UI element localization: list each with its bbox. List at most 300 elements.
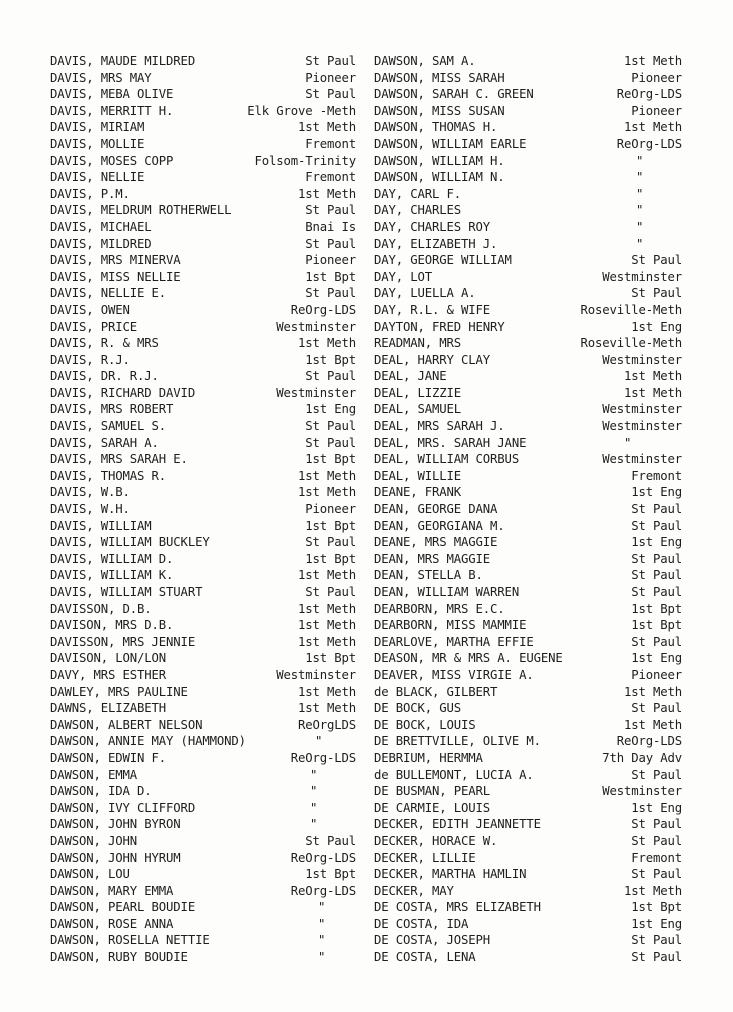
ditto-mark: " <box>636 236 644 251</box>
entry-name: DAVIS, W.H. <box>50 502 130 517</box>
ditto-mark: " <box>636 203 644 218</box>
entry-church: 1st Meth <box>623 684 682 699</box>
entry-name: DECKER, LILLIE <box>374 850 476 865</box>
entry-church: 1st Meth <box>623 120 682 135</box>
entry-name: DAYTON, FRED HENRY <box>374 319 505 334</box>
entry-name: DAY, R.L. & WIFE <box>374 302 491 317</box>
entry-name: DAVIS, RICHARD DAVID <box>50 385 196 400</box>
directory-entry <box>50 916 356 933</box>
entry-name: DAVIS, MEBA OLIVE <box>50 87 174 102</box>
directory-entry <box>50 866 356 883</box>
entry-church: Pioneer <box>305 253 356 268</box>
directory-entry <box>50 617 356 634</box>
directory-entry <box>374 617 682 634</box>
entry-name: DAY, ELIZABETH J. <box>374 236 498 251</box>
directory-entry <box>374 86 682 103</box>
entry-church: ReOrg-LDS <box>290 302 356 317</box>
directory-entry <box>374 783 682 800</box>
directory-entry <box>374 103 682 120</box>
directory-entry <box>50 119 356 136</box>
entry-name: DAVIS, MAUDE MILDRED <box>50 54 196 68</box>
directory-entry <box>50 750 356 767</box>
directory-entry <box>374 53 682 70</box>
entry-church: ReOrg-LDS <box>290 750 356 765</box>
entry-name: DE CARMIE, LOUIS <box>374 800 491 815</box>
entry-church: Westminster <box>602 402 682 417</box>
directory-entry <box>50 783 356 800</box>
entry-name: DAWSON, ALBERT NELSON <box>50 717 203 732</box>
entry-name: DEAN, MRS MAGGIE <box>374 551 491 566</box>
entry-church: Fremont <box>631 850 682 865</box>
entry-church: Pioneer <box>631 667 682 682</box>
directory-entry <box>50 767 356 784</box>
entry-name: DAWLEY, MRS PAULINE <box>50 684 188 699</box>
directory-entry <box>50 368 356 385</box>
entry-name: DAVIS, MRS MAY <box>50 70 152 85</box>
directory-entry <box>50 335 356 352</box>
directory-entry <box>374 650 682 667</box>
entry-church: Pioneer <box>305 502 356 517</box>
entry-name: DAVIS, PRICE <box>50 319 138 334</box>
directory-entry <box>374 153 682 170</box>
directory-entry <box>374 899 682 916</box>
ditto-mark: " <box>636 170 644 185</box>
entry-name: DAVIS, MISS NELLIE <box>50 269 181 284</box>
directory-entry <box>374 767 682 784</box>
entry-church: 1st Meth <box>623 385 682 400</box>
entry-church: St Paul <box>305 54 356 68</box>
entry-name: DAWSON, SARAH C. GREEN <box>374 87 534 102</box>
entry-name: DEBRIUM, HERMMA <box>374 750 483 765</box>
entry-church: St Paul <box>631 833 682 848</box>
entry-name: DAVIS, MERRITT H. <box>50 103 174 118</box>
entry-name: DEAL, LIZZIE <box>374 385 462 400</box>
directory-entry <box>50 551 356 568</box>
entry-church: St Paul <box>305 369 356 384</box>
directory-entry <box>50 236 356 253</box>
directory-entry <box>374 368 682 385</box>
entry-church: 1st Eng <box>631 916 682 931</box>
entry-name: DAVISSON, D.B. <box>50 601 152 616</box>
entry-name: DAVIS, WILLIAM STUART <box>50 585 203 599</box>
directory-entry <box>374 252 682 269</box>
directory-entry <box>374 169 682 186</box>
directory-entry <box>374 385 682 402</box>
directory-entry <box>374 534 682 551</box>
directory-entry <box>374 451 682 468</box>
entry-church: Pioneer <box>305 70 356 85</box>
directory-entry <box>374 850 682 867</box>
entry-name: DE COSTA, LENA <box>374 950 476 965</box>
directory-entry <box>374 667 682 684</box>
entry-name: DAVIS, THOMAS R. <box>50 468 167 483</box>
directory-entry <box>50 816 356 833</box>
entry-name: DE BRETTVILLE, OLIVE M. <box>374 734 541 749</box>
entry-church: Roseville-Meth <box>580 302 682 317</box>
entry-church: Westminster <box>276 667 356 682</box>
directory-entry <box>374 302 682 319</box>
entry-church: 1st Meth <box>297 468 356 483</box>
entry-church: 1st Eng <box>631 651 682 666</box>
entry-name: DAVISSON, MRS JENNIE <box>50 634 196 649</box>
entry-name: DAWSON, WILLIAM N. <box>374 170 505 185</box>
directory-entry <box>50 53 356 70</box>
ditto-mark: " <box>318 916 326 931</box>
entry-name: DEAN, GEORGE DANA <box>374 502 498 517</box>
entry-church: Folsom-Trinity <box>254 153 356 168</box>
ditto-mark: " <box>636 153 644 168</box>
directory-entry <box>50 634 356 651</box>
directory-entry <box>374 484 682 501</box>
entry-name: DAWSON, IVY CLIFFORD <box>50 800 196 815</box>
entry-name: DAWSON, RUBY BOUDIE <box>50 950 188 965</box>
directory-entry <box>50 202 356 219</box>
entry-name: DAVIS, NELLIE <box>50 170 145 185</box>
directory-entry <box>50 70 356 87</box>
directory-entry <box>50 435 356 452</box>
entry-name: DAWSON, WILLIAM H. <box>374 153 505 168</box>
directory-entry <box>50 153 356 170</box>
ditto-mark: " <box>310 800 318 815</box>
directory-entry <box>374 684 682 701</box>
entry-name: DEAL, JANE <box>374 369 447 384</box>
entry-church: St Paul <box>631 817 682 832</box>
directory-entry <box>374 468 682 485</box>
ditto-mark: " <box>318 950 326 965</box>
directory-entry <box>50 733 356 750</box>
entry-name: DEAVER, MISS VIRGIE A. <box>374 667 534 682</box>
entry-church: ReOrg-LDS <box>290 850 356 865</box>
entry-name: DEARBORN, MISS MAMMIE <box>374 618 527 633</box>
directory-entry <box>374 567 682 584</box>
entry-name: DAWSON, MISS SUSAN <box>374 103 505 118</box>
entry-church: St Paul <box>631 502 682 517</box>
directory-entry <box>50 650 356 667</box>
entry-name: DAWSON, PEARL BOUDIE <box>50 900 196 915</box>
entry-name: DAWSON, JOHN HYRUM <box>50 850 181 865</box>
entry-name: DE COSTA, JOSEPH <box>374 933 491 948</box>
entry-church: ReOrg-LDS <box>616 136 682 151</box>
entry-name: DAVIS, WILLIAM BUCKLEY <box>50 535 210 550</box>
entry-church: Pioneer <box>631 70 682 85</box>
directory-entry <box>374 269 682 286</box>
entry-name: DAY, LUELLA A. <box>374 286 476 301</box>
entry-name: DAWSON, EMMA <box>50 767 138 782</box>
entry-church: St Paul <box>631 286 682 301</box>
entry-church: 1st Bpt <box>305 867 356 882</box>
entry-church: Westminster <box>602 269 682 284</box>
directory-entry <box>374 202 682 219</box>
entry-church: Elk Grove -Meth <box>247 103 356 118</box>
entry-church: Fremont <box>305 136 356 151</box>
entry-name: DEARBORN, MRS E.C. <box>374 601 505 616</box>
directory-entry <box>50 352 356 369</box>
entry-name: DECKER, MARTHA HAMLIN <box>374 867 527 882</box>
ditto-mark: " <box>318 933 326 948</box>
directory-entry <box>374 750 682 767</box>
entry-name: DAWSON, IDA D. <box>50 784 152 799</box>
entry-church: 1st Meth <box>297 186 356 201</box>
entry-name: DAVIS, WILLIAM D. <box>50 551 174 566</box>
directory-entry <box>50 169 356 186</box>
entry-name: DAWSON, JOHN <box>50 833 138 848</box>
entry-church: 1st Meth <box>623 717 682 732</box>
directory-entry <box>374 833 682 850</box>
entry-name: DAVIS, MRS MINERVA <box>50 253 181 268</box>
entry-church: Fremont <box>305 170 356 185</box>
entry-church: St Paul <box>305 87 356 102</box>
entry-church: Westminster <box>602 452 682 467</box>
ditto-mark: " <box>310 767 318 782</box>
directory-entry <box>374 401 682 418</box>
directory-entry <box>374 186 682 203</box>
entry-name: DAVY, MRS ESTHER <box>50 667 167 682</box>
entry-name: de BULLEMONT, LUCIA A. <box>374 767 534 782</box>
entry-church: ReOrg-LDS <box>616 734 682 749</box>
directory-entry <box>50 302 356 319</box>
entry-name: DEAL, MRS SARAH J. <box>374 419 505 434</box>
entry-church: 1st Bpt <box>305 518 356 533</box>
entry-church: 1st Meth <box>297 701 356 716</box>
entry-church: 1st Meth <box>297 568 356 583</box>
directory-entry <box>50 684 356 701</box>
entry-name: DECKER, MAY <box>374 883 454 898</box>
left-column <box>50 53 356 966</box>
directory-entry <box>50 418 356 435</box>
entry-church: 1st Meth <box>297 485 356 500</box>
entry-church: St Paul <box>631 867 682 882</box>
entry-church: Fremont <box>631 468 682 483</box>
directory-entry <box>374 501 682 518</box>
entry-name: DAWSON, ROSELLA NETTIE <box>50 933 210 948</box>
ditto-mark: " <box>636 219 644 234</box>
directory-entry <box>50 667 356 684</box>
ditto-mark: " <box>318 900 326 915</box>
entry-name: DEAL, MRS. SARAH JANE <box>374 435 527 450</box>
entry-church: 1st Bpt <box>631 601 682 616</box>
directory-entry <box>374 319 682 336</box>
entry-church: 1st Eng <box>631 319 682 334</box>
entry-name: DAVIS, OWEN <box>50 302 130 317</box>
entry-church: 1st Eng <box>631 800 682 815</box>
entry-church: St Paul <box>305 435 356 450</box>
entry-name: DAVIS, W.B. <box>50 485 130 500</box>
entry-name: DE COSTA, MRS ELIZABETH <box>374 900 541 915</box>
entry-church: 1st Bpt <box>631 618 682 633</box>
entry-name: DAVIS, NELLIE E. <box>50 286 167 301</box>
entry-name: DAWSON, LOU <box>50 867 130 882</box>
entry-name: DEANE, FRANK <box>374 485 462 500</box>
directory-entry <box>50 932 356 949</box>
directory-entry <box>374 866 682 883</box>
entry-church: St Paul <box>631 767 682 782</box>
entry-name: DAVIS, P.M. <box>50 186 130 201</box>
entry-name: DAVIS, MOLLIE <box>50 136 145 151</box>
directory-entry <box>50 484 356 501</box>
directory-entry <box>50 850 356 867</box>
directory-entry <box>374 551 682 568</box>
directory-entry <box>50 285 356 302</box>
directory-entry <box>50 717 356 734</box>
entry-name: DAVIS, R.J. <box>50 352 130 367</box>
entry-name: DAVIS, WILLIAM <box>50 518 152 533</box>
ditto-mark: " <box>310 784 318 799</box>
directory-entry <box>50 468 356 485</box>
directory-entry <box>50 252 356 269</box>
directory-entry <box>50 319 356 336</box>
entry-church: 1st Bpt <box>305 551 356 566</box>
entry-name: DAVIS, MELDRUM ROTHERWELL <box>50 203 232 218</box>
entry-church: St Paul <box>631 950 682 965</box>
entry-name: DEAN, WILLIAM WARREN <box>374 585 520 599</box>
entry-church: Westminster <box>602 352 682 367</box>
entry-name: DAWSON, SAM A. <box>374 54 476 68</box>
entry-name: DAWSON, ANNIE MAY (HAMMOND) <box>50 734 246 749</box>
entry-church: 1st Meth <box>297 601 356 616</box>
entry-church: 1st Meth <box>297 618 356 633</box>
entry-name: DEAL, HARRY CLAY <box>374 352 491 367</box>
entry-name: DAVIS, MRS SARAH E. <box>50 452 188 467</box>
directory-entry <box>374 119 682 136</box>
entry-name: de BLACK, GILBERT <box>374 684 498 699</box>
entry-name: DAVIS, SAMUEL S. <box>50 419 167 434</box>
entry-name: DAWSON, WILLIAM EARLE <box>374 136 527 151</box>
ditto-mark: " <box>310 817 318 832</box>
entry-church: 1st Meth <box>623 369 682 384</box>
entry-church: Bnai Is <box>305 219 356 234</box>
directory-entry <box>50 219 356 236</box>
entry-name: DAWSON, MISS SARAH <box>374 70 505 85</box>
entry-church: 1st Bpt <box>305 352 356 367</box>
entry-name: READMAN, MRS <box>374 336 462 351</box>
directory-entry <box>50 567 356 584</box>
directory-entry <box>50 534 356 551</box>
entry-name: DAWSON, EDWIN F. <box>50 750 167 765</box>
entry-church: Pioneer <box>631 103 682 118</box>
ditto-mark: " <box>636 186 644 201</box>
directory-entry <box>374 518 682 535</box>
entry-name: DEAL, SAMUEL <box>374 402 462 417</box>
directory-entry <box>374 883 682 900</box>
entry-name: DAWSON, MARY EMMA <box>50 883 174 898</box>
entry-name: DECKER, EDITH JEANNETTE <box>374 817 541 832</box>
directory-entry <box>50 385 356 402</box>
entry-name: DAY, GEORGE WILLIAM <box>374 253 512 268</box>
directory-entry <box>374 219 682 236</box>
entry-church: 1st Meth <box>297 336 356 351</box>
entry-church: Roseville-Meth <box>580 336 682 351</box>
directory-entry <box>50 401 356 418</box>
directory-entry <box>374 717 682 734</box>
entry-church: 1st Meth <box>623 54 682 68</box>
entry-church: St Paul <box>631 933 682 948</box>
directory-entry <box>50 518 356 535</box>
entry-name: DE BOCK, LOUIS <box>374 717 476 732</box>
entry-church: St Paul <box>305 833 356 848</box>
ditto-mark: " <box>315 734 323 749</box>
entry-church: St Paul <box>305 236 356 251</box>
right-column <box>374 53 682 966</box>
entry-name: DEARLOVE, MARTHA EFFIE <box>374 634 534 649</box>
directory-entry <box>374 584 682 601</box>
entry-church: 1st Bpt <box>305 452 356 467</box>
directory-entry <box>374 335 682 352</box>
directory-entry <box>50 501 356 518</box>
entry-name: DAWSON, JOHN BYRON <box>50 817 181 832</box>
entry-name: DEASON, MR & MRS A. EUGENE <box>374 651 563 666</box>
entry-name: DAVIS, WILLIAM K. <box>50 568 174 583</box>
directory-entry <box>50 451 356 468</box>
entry-name: DAVIS, MICHAEL <box>50 219 152 234</box>
directory-entry <box>374 136 682 153</box>
directory-entry <box>374 418 682 435</box>
entry-name: DEANE, MRS MAGGIE <box>374 535 498 550</box>
entry-name: DAVIS, MOSES COPP <box>50 153 174 168</box>
entry-church: 7th Day Adv <box>602 750 682 765</box>
directory-entry <box>50 86 356 103</box>
entry-church: 1st Meth <box>297 684 356 699</box>
entry-name: DAY, CHARLES ROY <box>374 219 491 234</box>
entry-church: 1st Bpt <box>631 900 682 915</box>
entry-church: St Paul <box>631 701 682 716</box>
entry-name: DAWSON, ROSE ANNA <box>50 916 174 931</box>
entry-name: DECKER, HORACE W. <box>374 833 498 848</box>
entry-name: DE COSTA, IDA <box>374 916 469 931</box>
entry-name: DAVIS, DR. R.J. <box>50 369 159 384</box>
directory-entry <box>374 916 682 933</box>
entry-name: DE BOCK, GUS <box>374 701 462 716</box>
entry-name: DAVISON, MRS D.B. <box>50 618 174 633</box>
entry-church: 1st Meth <box>623 883 682 898</box>
entry-church: ReOrgLDS <box>297 717 356 732</box>
entry-church: Westminster <box>276 385 356 400</box>
entry-church: St Paul <box>305 419 356 434</box>
directory-entry <box>50 833 356 850</box>
entry-name: DEAL, WILLIAM CORBUS <box>374 452 520 467</box>
entry-church: Westminster <box>602 419 682 434</box>
directory-entry <box>374 435 682 452</box>
directory-entry <box>374 700 682 717</box>
entry-name: DAY, CARL F. <box>374 186 462 201</box>
directory-entry <box>50 103 356 120</box>
entry-name: DE BUSMAN, PEARL <box>374 784 491 799</box>
directory-entry <box>50 186 356 203</box>
directory-entry <box>374 733 682 750</box>
entry-church: ReOrg-LDS <box>616 87 682 102</box>
directory-entry <box>50 800 356 817</box>
entry-church: St Paul <box>305 585 356 599</box>
directory-entry <box>50 899 356 916</box>
entry-church: 1st Bpt <box>305 269 356 284</box>
entry-church: St Paul <box>305 203 356 218</box>
directory-entry <box>374 70 682 87</box>
directory-entry <box>50 883 356 900</box>
entry-name: DAWSON, THOMAS H. <box>374 120 498 135</box>
directory-entry <box>50 269 356 286</box>
ditto-mark: " <box>624 435 632 450</box>
entry-name: DAVISON, LON/LON <box>50 651 167 666</box>
entry-church: 1st Meth <box>297 634 356 649</box>
entry-name: DAVIS, SARAH A. <box>50 435 159 450</box>
directory-entry <box>50 584 356 601</box>
entry-church: St Paul <box>631 551 682 566</box>
entry-church: 1st Eng <box>631 485 682 500</box>
entry-church: St Paul <box>631 634 682 649</box>
directory-entry <box>374 800 682 817</box>
directory-entry <box>374 601 682 618</box>
entry-church: St Paul <box>631 585 682 599</box>
directory-entry <box>374 932 682 949</box>
